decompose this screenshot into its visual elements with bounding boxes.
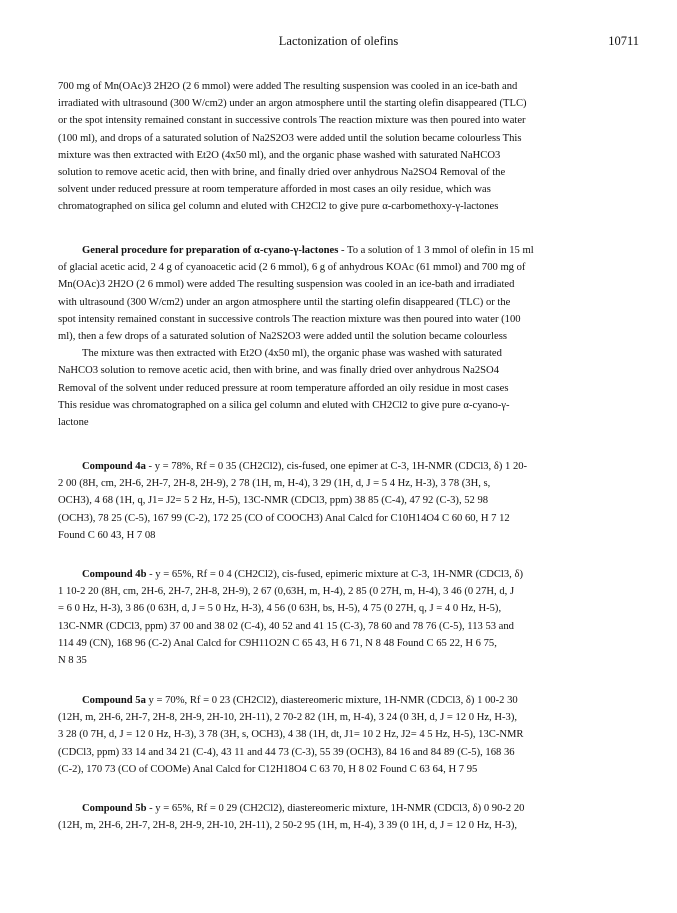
text-line: solvent under reduced pressure at room temperature afforded in most cases an oily residue, which was (58, 184, 491, 196)
text-line: Mn(OAc)3 2H2O (2 6 mmol) were added The resulting suspension was cooled in an ice-bath and irradiated (58, 279, 515, 291)
text-line: (CDCl3, ppm) 33 14 and 34 21 (C-4), 43 11 and 44 73 (C-3), 55 39 (OCH3), 84 16 and 84 89 (C-5), 168 36 (58, 746, 515, 758)
text-line: of glacial acetic acid, 2 4 g of cyanoacetic acid (2 6 mmol), 6 g of anhydrous KOAc (61 mmol) and 700 mg of (58, 262, 526, 274)
page-number: 10711 (608, 34, 639, 48)
compound-label: Compound 4a (82, 461, 146, 472)
text-line: lactone (58, 417, 89, 429)
paragraph-procedure-carbomethoxy (58, 78, 643, 216)
compound-label: Compound 4b (82, 569, 147, 580)
text-run: - To a solution of 1 3 mmol of olefin in 15 ml (338, 245, 534, 256)
text-line: with ultrasound (300 W/cm2) under an argon atmosphere until the starting olefin disappeared (TLC) or the (58, 296, 511, 308)
text-line: (OCH3), 78 25 (C-5), 167 99 (C-2), 172 25 (CO of COOCH3) Anal Calcd for C10H14O4 C 60 60, H 7 12 (58, 512, 510, 524)
text-line: irradiated with ultrasound (300 W/cm2) under an argon atmosphere until the starting olefin disappeared (TLC) (58, 98, 527, 110)
compound-label: Compound 5a (82, 695, 146, 706)
text-line (58, 566, 643, 583)
text-line: 13C-NMR (CDCl3, ppm) 37 00 and 38 02 (C-4), 40 52 and 41 15 (C-3), 78 60 and 78 76 (C-5), 113 53 and (58, 620, 514, 632)
text-line: 2 00 (8H, cm, 2H-6, 2H-7, 2H-8, 2H-9), 2 78 (1H, m, H-4), 3 29 (1H, d, J = 5 4 Hz, H-3), 3 78 (3H, s, (58, 478, 491, 490)
text-line (58, 458, 643, 475)
text-run: y = 70%, Rf = 0 23 (CH2Cl2), diastereomeric mixture, 1H-NMR (CDCl3, δ) 1 00-2 30 (145, 695, 518, 706)
text-line (58, 692, 643, 709)
text-line: The mixture was then extracted with Et2O (4x50 ml), the organic phase was washed with saturated (82, 348, 502, 360)
compound-label: Compound 5b (82, 803, 147, 814)
text-run: - y = 65%, Rf = 0 4 (CH2Cl2), cis-fused, epimeric mixture at C-3, 1H-NMR (CDCl3, δ) (146, 569, 523, 580)
text-line: 3 28 (0 7H, d, J = 12 0 Hz, H-3), 3 78 (3H, s, OCH3), 4 38 (1H, dt, J1= 10 2 Hz, J2= 4 5 Hz, H-5), 13C-NMR (58, 729, 524, 741)
text-line: This residue was chromatographed on a silica gel column and eluted with CH2Cl2 to give pure α-cyano-γ- (58, 399, 510, 411)
text-line: spot intensity remained constant in successive controls The reaction mixture was then poured into water (100 (58, 313, 521, 325)
text-line (58, 800, 643, 817)
text-line: 700 mg of Mn(OAc)3 2H2O (2 6 mmol) were added The resulting suspension was cooled in an ice-bath and (58, 81, 518, 92)
paragraph-compound-4b (58, 566, 643, 669)
text-line: mixture was then extracted with Et2O (4x50 ml), and the organic phase washed with saturated NaHCO3 (58, 149, 501, 161)
text-line: NaHCO3 solution to remove acetic acid, then with brine, and was finally dried over anhydrous Na2SO4 (58, 365, 500, 377)
text-line: or the spot intensity remained constant in successive controls The reaction mixture was then poured into water (58, 115, 526, 127)
text-run: - y = 78%, Rf = 0 35 (CH2Cl2), cis-fused, one epimer at C-3, 1H-NMR (CDCl3, δ) 1 20- (145, 461, 528, 472)
text-line: ml), then a few drops of a saturated solution of Na2S2O3 were added until the solution became colourless (58, 331, 507, 343)
text-line: OCH3), 4 68 (1H, q, J1= J2= 5 2 Hz, H-5), 13C-NMR (CDCl3, ppm) 38 85 (C-4), 47 92 (C-3), 52 98 (58, 495, 489, 507)
text-line: Removal of the solvent under reduced pressure at room temperature afforded an oily residue in most cases (58, 382, 509, 394)
paragraph-general-procedure-cyano (58, 242, 643, 431)
paragraph-compound-5b (58, 800, 643, 834)
text-line: N 8 35 (58, 655, 87, 667)
text-line: (100 ml), and drops of a saturated solution of Na2S2O3 were added until the solution became colourless This (58, 132, 522, 144)
text-line: 114 49 (CN), 168 96 (C-2) Anal Calcd for C9H11O2N C 65 43, H 6 71, N 8 48 Found C 65 22, H 6 75, (58, 637, 497, 649)
text-line: solution to remove acetic acid, then with brine, and finally dried over anhydrous Na2SO4 Removal of the (58, 167, 506, 179)
text-line: = 6 0 Hz, H-3), 3 86 (0 63H, d, J = 5 0 Hz, H-3), 4 56 (0 63H, bs, H-5), 4 75 (0 27H, q, J = 4 0 Hz, H-5), (58, 603, 502, 615)
paragraph-compound-5a (58, 692, 643, 778)
text-line: (C-2), 170 73 (CO of COOMe) Anal Calcd for C12H18O4 C 63 70, H 8 02 Found C 63 64, H 7 95 (58, 763, 478, 775)
text-line: 1 10-2 20 (8H, cm, 2H-6, 2H-7, 2H-8, 2H-9), 2 67 (0,63H, m, H-4), 2 85 (0 27H, m, H-4), 3 46 (0 27H, d, J (58, 586, 515, 598)
text-line (58, 242, 643, 259)
text-line: Found C 60 43, H 7 08 (58, 529, 156, 541)
text-line: chromatographed on silica gel column and eluted with CH2Cl2 to give pure α-carbomethoxy-γ-lactones (58, 201, 499, 213)
section-label: General procedure for preparation of α-cyano-γ-lactones (82, 245, 339, 256)
paragraph-compound-4a (58, 458, 643, 544)
running-header-title: Lactonization of olefins (278, 34, 399, 48)
text-line: (12H, m, 2H-6, 2H-7, 2H-8, 2H-9, 2H-10, 2H-11), 2 50-2 95 (1H, m, H-4), 3 39 (0 1H, d, J = 12 0 Hz, H-3), (58, 820, 517, 832)
text-line: (12H, m, 2H-6, 2H-7, 2H-8, 2H-9, 2H-10, 2H-11), 2 70-2 82 (1H, m, H-4), 3 24 (0 3H, d, J = 12 0 Hz, H-3), (58, 712, 517, 724)
text-run: - y = 65%, Rf = 0 29 (CH2Cl2), diastereomeric mixture, 1H-NMR (CDCl3, δ) 0 90-2 20 (146, 803, 525, 814)
